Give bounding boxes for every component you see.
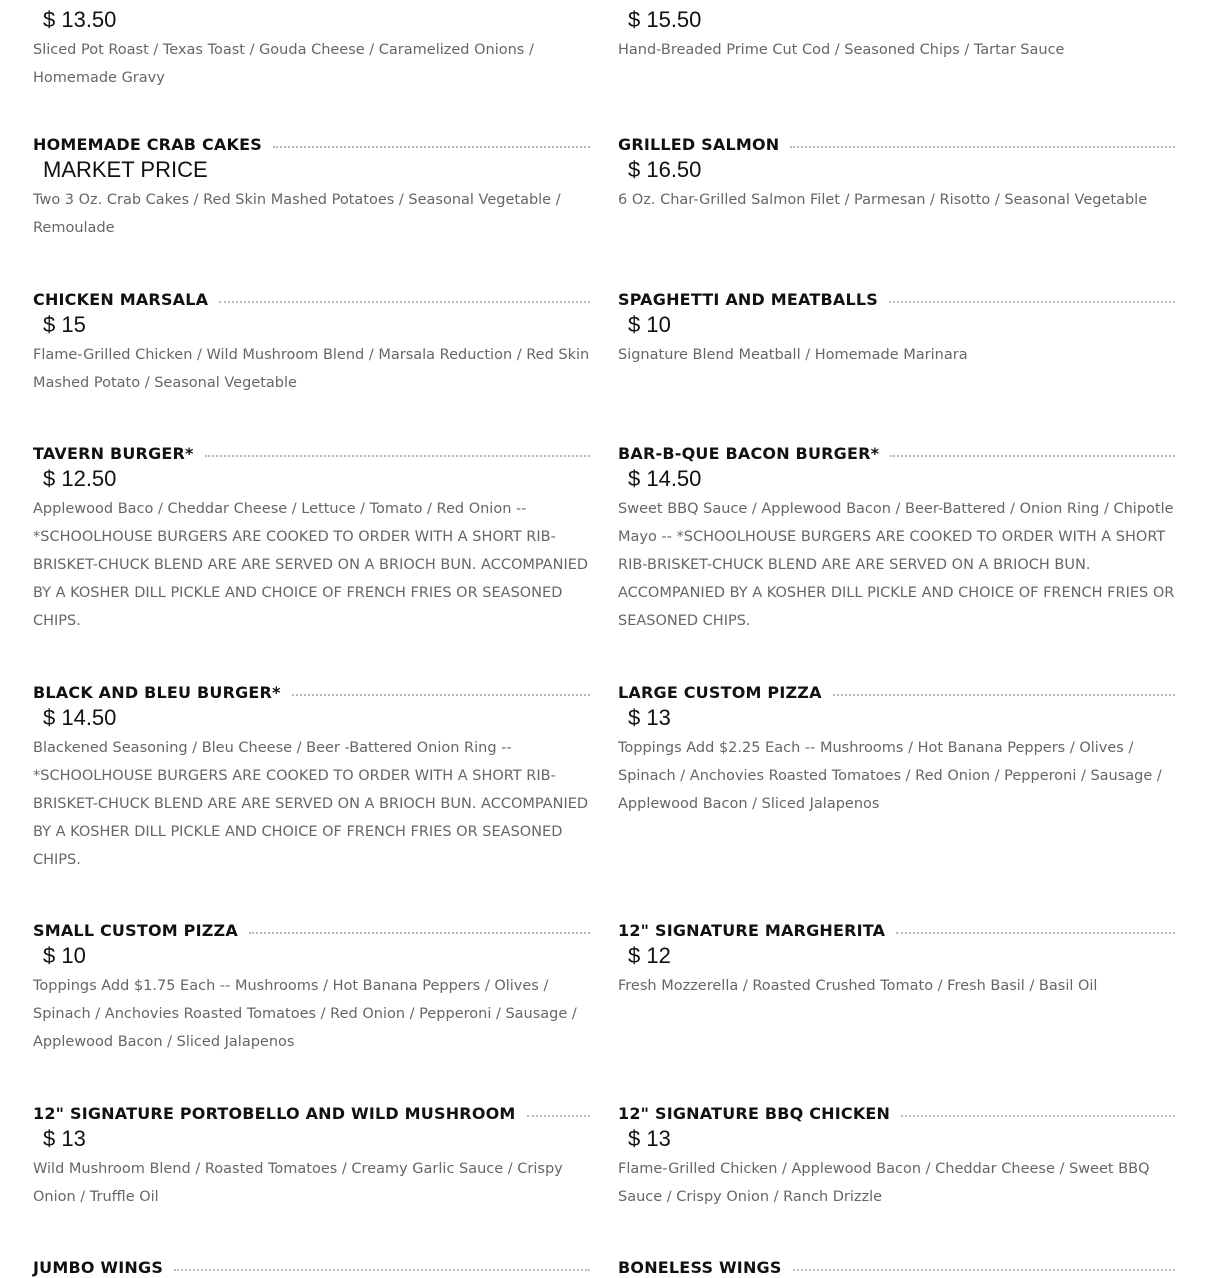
item-description: Fresh Mozzerella / Roasted Crushed Tomato / Fresh Basil / Basil Oil xyxy=(618,978,1098,994)
item-price: MARKET PRICE xyxy=(43,157,208,182)
item-price: $ 13.50 xyxy=(43,7,117,32)
menu-item-portobello-pizza xyxy=(33,1104,590,1211)
item-name: TAVERN BURGER* xyxy=(33,444,194,463)
item-price: $ 16.50 xyxy=(628,157,702,182)
menu-item-grilled-salmon xyxy=(618,135,1175,214)
menu-item-chicken-marsala xyxy=(33,290,590,397)
item-description: Sliced Pot Roast / Texas Toast / Gouda Cheese / Caramelized Onions / Homemade Gravy xyxy=(33,42,534,86)
menu-item-crab-cakes xyxy=(33,135,590,242)
item-name: 12" SIGNATURE BBQ CHICKEN xyxy=(618,1104,891,1123)
item-price: $ 14.50 xyxy=(43,705,117,730)
dotted-leader xyxy=(901,1115,1175,1117)
menu-item-bbq-bacon-burger xyxy=(618,444,1175,635)
item-name: CHICKEN MARSALA xyxy=(33,290,209,309)
item-description: Toppings Add $1.75 Each -- Mushrooms / Hot Banana Peppers / Olives / Spinach / Anchovies Roasted Tomatoes / Red Onion / Pepperoni / Sausage / Applewood Bacon / Sliced Jalapenos xyxy=(33,978,577,1050)
item-name: JUMBO WINGS xyxy=(33,1258,164,1277)
menu-item-large-custom-pizza xyxy=(618,683,1175,818)
item-description: Flame-Grilled Chicken / Applewood Bacon / Cheddar Cheese / Sweet BBQ Sauce / Crispy Onion / Ranch Drizzle xyxy=(618,1161,1150,1205)
item-description: Flame-Grilled Chicken / Wild Mushroom Blend / Marsala Reduction / Red Skin Mashed Potato / Seasonal Vegetable xyxy=(33,347,590,391)
menu-item-fish-and-chips xyxy=(618,5,1175,64)
item-name: 12" SIGNATURE PORTOBELLO AND WILD MUSHROOM xyxy=(33,1104,516,1123)
dotted-leader xyxy=(292,694,590,696)
item-name: BAR-B-QUE BACON BURGER* xyxy=(618,444,880,463)
menu-item-bbq-chicken-pizza xyxy=(618,1104,1175,1211)
item-name: HOMEMADE CRAB CAKES xyxy=(33,135,262,154)
dotted-leader xyxy=(890,455,1175,457)
item-name: BONELESS WINGS xyxy=(618,1258,782,1277)
item-name: SMALL CUSTOM PIZZA xyxy=(33,921,238,940)
item-price: $ 12.50 xyxy=(43,466,117,491)
item-name: 12" SIGNATURE MARGHERITA xyxy=(618,921,886,940)
item-price: $ 10 xyxy=(628,312,671,337)
menu-item-jumbo-wings xyxy=(33,1258,590,1278)
item-name: SPAGHETTI AND MEATBALLS xyxy=(618,290,878,309)
item-price: $ 14.50 xyxy=(628,466,702,491)
item-description: Wild Mushroom Blend / Roasted Tomatoes / Creamy Garlic Sauce / Crispy Onion / Truffle Oil xyxy=(33,1161,563,1205)
menu-item-margherita xyxy=(618,921,1175,1000)
item-price: $ 12 xyxy=(628,943,671,968)
item-description: Two 3 Oz. Crab Cakes / Red Skin Mashed Potatoes / Seasonal Vegetable / Remoulade xyxy=(33,192,561,236)
dotted-leader xyxy=(793,1269,1175,1271)
item-price: $ 13 xyxy=(628,705,671,730)
dotted-leader xyxy=(790,146,1175,148)
menu-item-spaghetti-meatballs xyxy=(618,290,1175,369)
item-description: Applewood Baco / Cheddar Cheese / Lettuce / Tomato / Red Onion -- *SCHOOLHOUSE BURGERS ARE COOKED TO ORDER WITH A SHORT RIB-BRISKET-CHUCK BLEND ARE ARE SERVED ON A BRIOCH BUN. ACCOMPANIED BY A KOSHER DILL PICKLE AND CHOICE OF FRENCH FRIES OR SEASONED CHIPS. xyxy=(33,501,589,629)
item-name: BLACK AND BLEU BURGER* xyxy=(33,683,281,702)
item-price: $ 13 xyxy=(43,1126,86,1151)
item-description: Sweet BBQ Sauce / Applewood Bacon / Beer-Battered / Onion Ring / Chipotle Mayo -- *SCHOOLHOUSE BURGERS ARE COOKED TO ORDER WITH A SHORT RIB-BRISKET-CHUCK BLEND ARE ARE SERVED ON A BRIOCH BUN. ACCOMPANIED BY A KOSHER DILL PICKLE AND CHOICE OF FRENCH FRIES OR SEASONED CHIPS. xyxy=(618,501,1175,629)
item-price: $ 15 xyxy=(43,312,86,337)
item-description: Blackened Seasoning / Bleu Cheese / Beer -Battered Onion Ring -- *SCHOOLHOUSE BURGERS ARE COOKED TO ORDER WITH A SHORT RIB-BRISKET-CHUCK BLEND ARE ARE SERVED ON A BRIOCH BUN. ACCOMPANIED BY A KOSHER DILL PICKLE AND CHOICE OF FRENCH FRIES OR SEASONED CHIPS. xyxy=(33,740,589,868)
item-price: $ 13 xyxy=(628,1126,671,1151)
item-name: GRILLED SALMON xyxy=(618,135,780,154)
item-price: $ 15.50 xyxy=(628,7,702,32)
item-price: $ 10 xyxy=(43,943,86,968)
item-name: LARGE CUSTOM PIZZA xyxy=(618,683,822,702)
menu-item-small-custom-pizza xyxy=(33,921,590,1056)
menu-item-tavern-burger xyxy=(33,444,590,635)
item-description: Hand-Breaded Prime Cut Cod / Seasoned Chips / Tartar Sauce xyxy=(618,42,1065,58)
dotted-leader xyxy=(896,932,1175,934)
item-description: Toppings Add $2.25 Each -- Mushrooms / Hot Banana Peppers / Olives / Spinach / Anchovies Roasted Tomatoes / Red Onion / Pepperoni / Sausage / Applewood Bacon / Sliced Jalapenos xyxy=(618,740,1162,812)
menu-item-black-bleu-burger xyxy=(33,683,590,874)
dotted-leader xyxy=(205,455,590,457)
dotted-leader xyxy=(527,1115,590,1117)
dotted-leader xyxy=(273,146,590,148)
dotted-leader xyxy=(249,932,590,934)
item-description: 6 Oz. Char-Grilled Salmon Filet / Parmesan / Risotto / Seasonal Vegetable xyxy=(618,192,1148,208)
dotted-leader xyxy=(174,1269,590,1271)
dotted-leader xyxy=(889,301,1175,303)
menu-item-pot-roast xyxy=(33,5,590,92)
menu-item-boneless-wings xyxy=(618,1258,1175,1278)
item-description: Signature Blend Meatball / Homemade Marinara xyxy=(618,347,968,363)
dotted-leader xyxy=(833,694,1175,696)
dotted-leader xyxy=(219,301,590,303)
